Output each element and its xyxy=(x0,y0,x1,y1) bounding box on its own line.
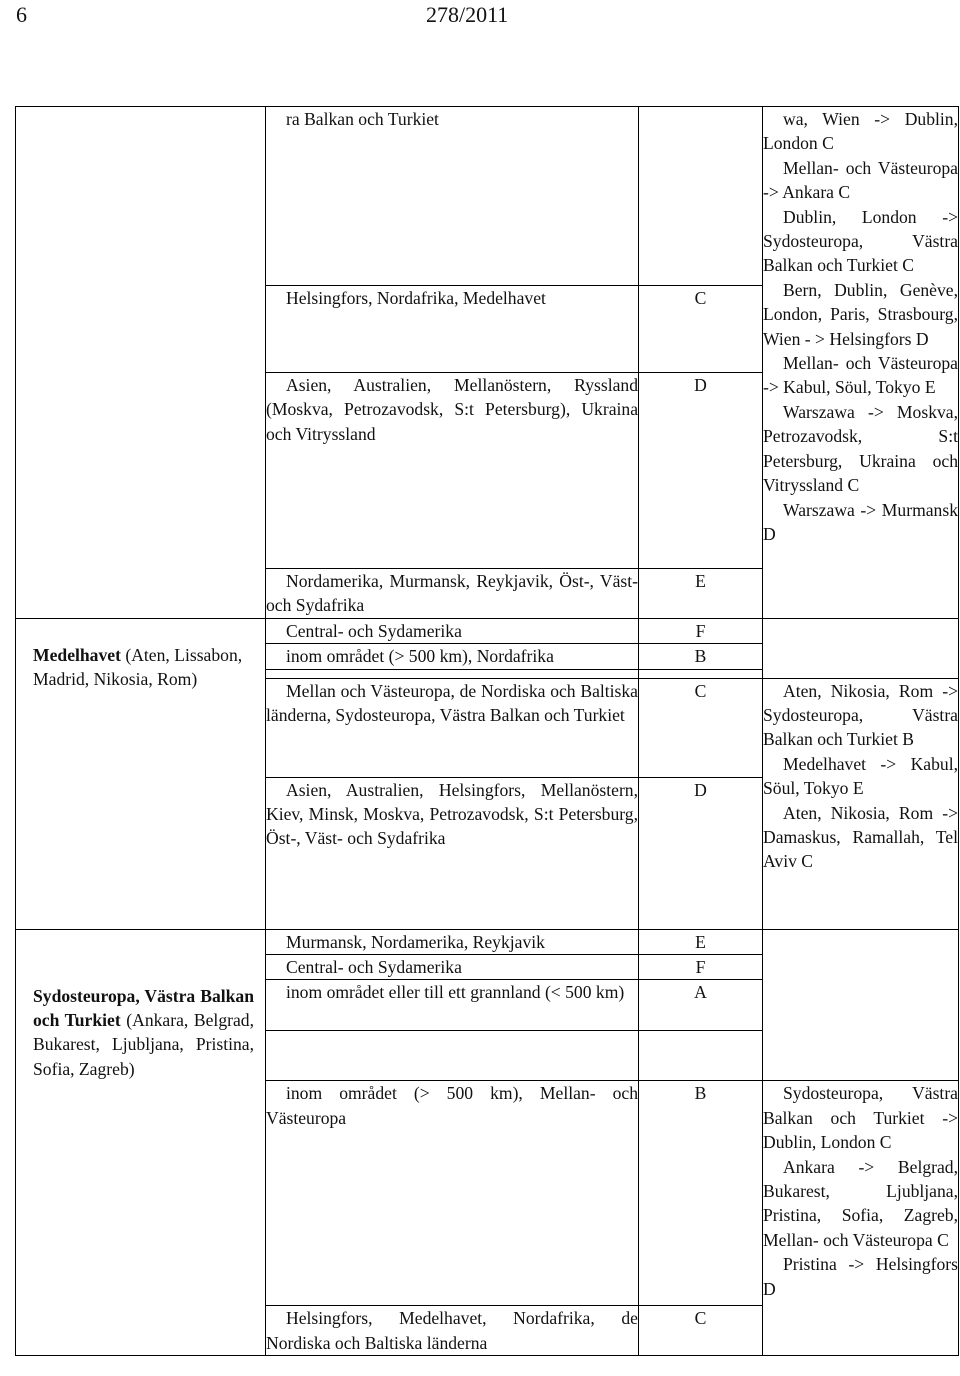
class-cell: E xyxy=(639,929,763,954)
document-number: 278/2011 xyxy=(426,2,509,27)
route-text: Sydosteuropa, Västra Balkan och Turkiet -> Dublin, London C xyxy=(763,1083,958,1153)
destination-text: Nordamerika, Murmansk, Reykjavik, Öst-, Väst- och Sydafrika xyxy=(266,571,638,616)
class-cell: C xyxy=(639,678,763,777)
route-cell xyxy=(763,107,959,619)
spacer-cell xyxy=(266,669,639,678)
destination-text: Helsingfors, Medelhavet, Nordafrika, de Nordiska och Baltiska länderna xyxy=(266,1308,638,1353)
route-text: Warszawa -> Moskva, Petrozavodsk, S:t Petersburg, Ukraina och Vitryssland C xyxy=(763,401,958,496)
route-text: Aten, Nikosia, Rom -> Damaskus, Ramallah, Tel Aviv C xyxy=(763,802,958,872)
region-cell-empty xyxy=(16,107,266,619)
destination-text: inom området (> 500 km), Nordafrika xyxy=(286,646,554,667)
class-cell: B xyxy=(639,1081,763,1306)
route-text: Mellan- och Västeuropa -> Kabul, Söul, Tokyo E xyxy=(763,353,958,398)
destination-text: Mellan och Västeuropa, de Nordiska och Baltiska länderna, Sydosteuropa, Västra Balkan och Turkiet xyxy=(266,680,638,726)
route-text: Warszawa -> Murmansk D xyxy=(763,499,958,544)
region-detail: (Ankara, Belgrad, Bukarest, Ljubljana, Pristina, Sofia, Zagreb) xyxy=(33,1010,254,1079)
destination-text: Asien, Australien, Helsingfors, Mellanöstern, Kiev, Minsk, Moskva, Petrozavodsk, S:t Petersburg, Öst-, Väst- och Sydafrika xyxy=(266,779,638,849)
class-cell xyxy=(639,107,763,286)
table-row xyxy=(16,107,959,286)
destination-text: inom området (> 500 km), Mellan- och Västeuropa xyxy=(266,1083,638,1128)
region-detail: (Aten, Lissabon, Madrid, Nikosia, Rom) xyxy=(33,644,243,690)
destination-cell xyxy=(266,1081,639,1306)
routes-table xyxy=(15,106,959,1356)
class-cell: E xyxy=(639,569,763,619)
destination-cell xyxy=(266,569,639,619)
destination-text: Asien, Australien, Mellanöstern, Ryssland (Moskva, Petrozavodsk, S:t Petersburg), Ukraina och Vitryssland xyxy=(266,375,638,444)
class-cell: A xyxy=(639,980,763,1031)
spacer-cell xyxy=(639,669,763,678)
table-row xyxy=(16,618,959,643)
class-cell: B xyxy=(639,644,763,669)
route-text: Medelhavet -> Kabul, Söul, Tokyo E xyxy=(763,753,958,799)
page-number: 6 xyxy=(16,2,27,27)
region-cell xyxy=(16,929,266,1356)
route-cell xyxy=(763,1081,959,1356)
destination-cell xyxy=(266,107,639,286)
class-cell: C xyxy=(639,286,763,373)
destination-cell xyxy=(266,618,639,643)
route-text: Mellan- och Västeuropa -> Ankara C xyxy=(763,157,958,203)
destination-cell xyxy=(266,980,639,1031)
class-cell: F xyxy=(639,955,763,980)
route-cell-empty xyxy=(763,929,959,1081)
spacer-cell xyxy=(639,1031,763,1081)
region-name: Sydosteuropa, Västra Balkan och Turkiet xyxy=(33,985,254,1031)
class-cell: D xyxy=(639,373,763,569)
route-text: Dublin, London -> Sydosteuropa, Västra Balkan och Turkiet C xyxy=(763,206,958,276)
destination-cell xyxy=(266,644,639,669)
route-text: Pristina -> Helsingfors D xyxy=(763,1254,958,1299)
route-text: Bern, Dublin, Genève, London, Paris, Strasbourg, Wien - > Helsingfors D xyxy=(763,279,958,349)
destination-text: Central- och Sydamerika xyxy=(286,957,462,978)
destination-cell xyxy=(266,286,639,373)
destination-text: Helsingfors, Nordafrika, Medelhavet xyxy=(286,288,546,308)
destination-text: Murmansk, Nordamerika, Reykjavik xyxy=(286,931,545,952)
region-cell xyxy=(16,618,266,929)
route-text: wa, Wien -> Dublin, London C xyxy=(763,109,958,154)
spacer-cell xyxy=(266,1031,639,1081)
class-cell: F xyxy=(639,618,763,643)
destination-cell xyxy=(266,955,639,980)
destination-text: Central- och Sydamerika xyxy=(286,620,462,641)
route-cell xyxy=(763,678,959,929)
class-cell: C xyxy=(639,1306,763,1356)
route-text: Aten, Nikosia, Rom -> Sydosteuropa, Västra Balkan och Turkiet B xyxy=(763,680,958,750)
destination-cell xyxy=(266,1306,639,1356)
destination-text: ra Balkan och Turkiet xyxy=(286,109,439,129)
route-cell-empty xyxy=(763,618,959,678)
destination-cell xyxy=(266,678,639,777)
destination-cell xyxy=(266,373,639,569)
destination-cell xyxy=(266,929,639,954)
table-row xyxy=(16,929,959,954)
class-cell: D xyxy=(639,777,763,929)
destination-text: inom området eller till ett grannland (< 500 km) xyxy=(286,982,625,1003)
destination-cell xyxy=(266,777,639,929)
region-name: Medelhavet xyxy=(33,644,121,665)
route-text: Ankara -> Belgrad, Bukarest, Ljubljana, Pristina, Sofia, Zagreb, Mellan- och Västeuropa C xyxy=(763,1156,958,1250)
